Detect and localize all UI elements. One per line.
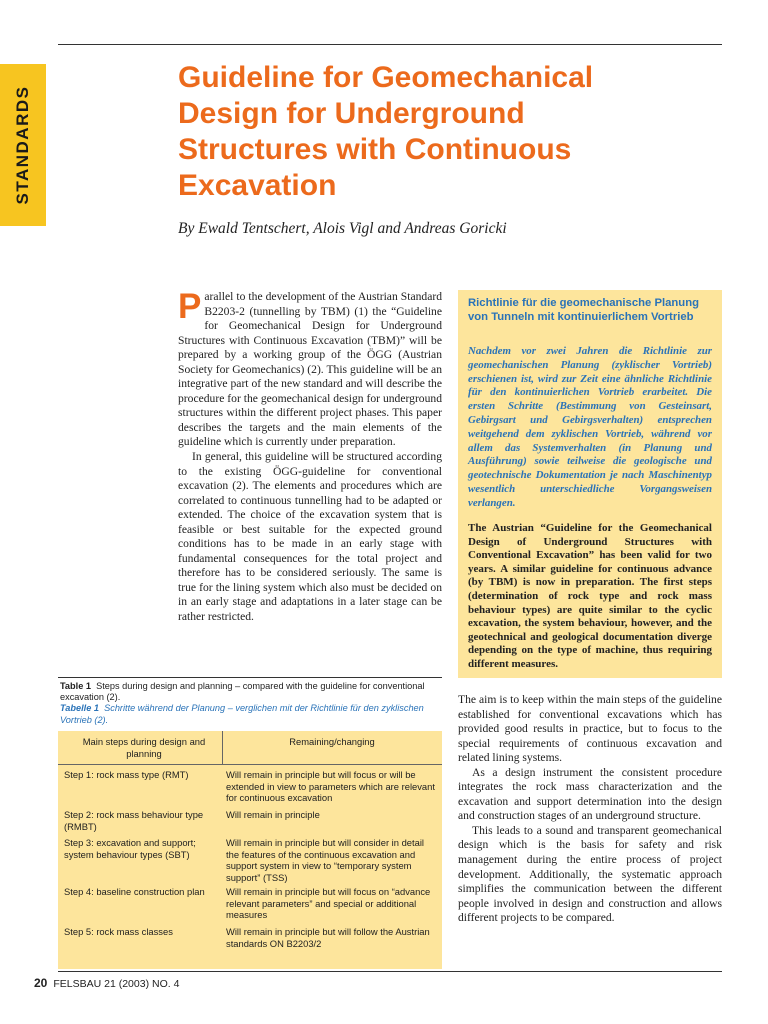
section-tab bbox=[0, 64, 46, 226]
table-row-2-step: Step 2: rock mass behaviour type (RMBT) bbox=[64, 809, 204, 832]
drop-cap: P bbox=[178, 287, 202, 326]
table-row-2-change: Will remain in principle bbox=[226, 809, 320, 820]
caption-de-label: Tabelle 1 bbox=[60, 703, 99, 714]
table-row-4-change: Will remain in principle but will focus on “advance relevant parameters” and special or additional measures bbox=[226, 886, 431, 921]
table-row-3-step: Step 3: excavation and support; system behaviour types (SBT) bbox=[64, 837, 196, 860]
table-top-rule bbox=[58, 677, 442, 678]
title-line: Guideline for Geomechanical bbox=[178, 61, 594, 94]
top-rule bbox=[58, 44, 722, 45]
right-paragraph-2: As a design instrument the consistent procedure integrates the rock mass characterization and the excavation and support determination into the design and construction stages of an underground structure. bbox=[458, 765, 722, 823]
section-tab-label: STANDARDS bbox=[13, 85, 32, 205]
table-row-1-step: Step 1: rock mass type (RMT) bbox=[64, 769, 189, 780]
page-footer bbox=[34, 976, 179, 990]
footer-rule bbox=[58, 971, 722, 972]
table-header-remaining: Remaining/changing bbox=[289, 736, 375, 747]
table-row-5-change: Will remain in principle but will follow the Austrian standards ON B2203/2 bbox=[226, 926, 430, 949]
caption-de-text: Schritte während der Planung – verglichen mit der Richtlinie für den zyklischen Vortrieb (2). bbox=[60, 703, 424, 725]
right-paragraph-1: The aim is to keep within the main steps of the guideline established for conventional excavations which has provided good results in practice, but to focus to the special requirements of continuous excavation and related lining systems. bbox=[458, 693, 722, 765]
page-number: 20 bbox=[34, 976, 48, 990]
table-row-3-change: Will remain in principle but will consider in detail the features of the continuous excavation and support system in view to “temporary system support” (TSS) bbox=[226, 837, 424, 883]
table-row-1-change: Will remain in principle but will focus or will be extended in view to parameters which are relevant for continuous excavation bbox=[226, 769, 435, 804]
journal-reference: FELSBAU 21 (2003) NO. 4 bbox=[53, 978, 180, 990]
caption-en bbox=[60, 681, 440, 703]
caption-de bbox=[60, 703, 440, 725]
title-line: Design for Underground bbox=[178, 97, 525, 130]
intro-paragraph-2: In general, this guideline will be structured according to the existing ÖGG-guideline for conventional excavation (2). The elements and procedures which are correlated to continuous tunnelling had to be adapted or extended. The choice of the excavation system that is feasible or best suitable for the expected ground conditions has to be made in an early stage with fundamental consequences for the total project and therefore has to be considered seriously. The same is true for the lining system which also must be decided on in an early stage and adaptations in a later stage can be rather restricted. bbox=[178, 450, 442, 624]
right-column bbox=[458, 693, 722, 926]
title-line: Structures with Continuous bbox=[178, 133, 572, 166]
abstract-german: Nachdem vor zwei Jahren die Richtlinie zur geomechanischen Planung (zyklischer Vortrieb) erschienen ist, wird zur Zeit eine ähnliche Richtlinie für den kontinuierlichen Vortrieb erarbeitet. Die ersten Schritte (Bestimmung von Gesteinsart, Gebirgsart und Gebirgsverhalten) entsprechen weitgehend dem zyklischen Vortrieb, während vor allem das Systemverhalten (in Planung und Ausführung) sowie teilweise die geologische und geotechnische Dokumentation je nach Maschinentyp wesentlich unterschiedliche Vorgangsweisen verlangen. bbox=[468, 345, 712, 509]
table-row-4-step: Step 4: baseline construction plan bbox=[64, 886, 205, 897]
steps-table bbox=[58, 731, 442, 969]
author-line: By Ewald Tentschert, Alois Vigl and Andreas Goricki bbox=[178, 220, 507, 237]
right-paragraph-3: This leads to a sound and transparent geomechanical design which is the basis for safety and risk management during the entire process of project development. Additionally, the systematic approach simplifies the communication between the different people involved in design and construction and allows different projects to be compared. bbox=[458, 823, 722, 925]
abstract-box bbox=[458, 290, 722, 678]
abstract-heading: Richtlinie für die geomechanische Planung von Tunneln mit kontinuierlichem Vortrieb bbox=[468, 297, 700, 323]
table-row-5-step: Step 5: rock mass classes bbox=[64, 926, 173, 937]
header-rule bbox=[58, 764, 442, 765]
caption-en-label: Table 1 bbox=[60, 681, 91, 691]
table-caption bbox=[60, 681, 440, 726]
article-title bbox=[178, 60, 698, 204]
header-divider bbox=[222, 731, 223, 764]
caption-en-text: Steps during design and planning – compared with the guideline for conventional excavation (2). bbox=[60, 681, 425, 703]
table-header-steps: Main steps during design and planning bbox=[82, 736, 206, 759]
title-line: Excavation bbox=[178, 169, 337, 202]
intro-column bbox=[178, 287, 442, 625]
abstract-english: The Austrian “Guideline for the Geomechanical Design of Underground Structures with Conventional Excavation” has been valid for two years. A similar guideline for continuous advance (by TBM) is now in preparation. The first steps (determination of rock type and rock mass behaviour types) are quite similar to the cyclic excavation, the system behaviour, however, and the geotechnical and geological documentation diverge depending on the type of machine, thus requiring different measures. bbox=[468, 522, 712, 670]
intro-paragraph-1 bbox=[178, 287, 442, 450]
intro-paragraph-1-text: arallel to the development of the Austrian Standard B2203-2 (tunnelling by TBM) (1) the “Guideline for Geomechanical Design for Underground Structures with Continuous Excavation (TBM)” will be prepared by a working group of the ÖGG (Austrian Society for Geomechanics) (2). This guideline will be an integrative part of the new standard and will describe the procedure for the geomechanical design for underground structures within the different project phases. This paper describes the targets and the main elements of the guideline which is currently under preparation. bbox=[178, 290, 442, 449]
